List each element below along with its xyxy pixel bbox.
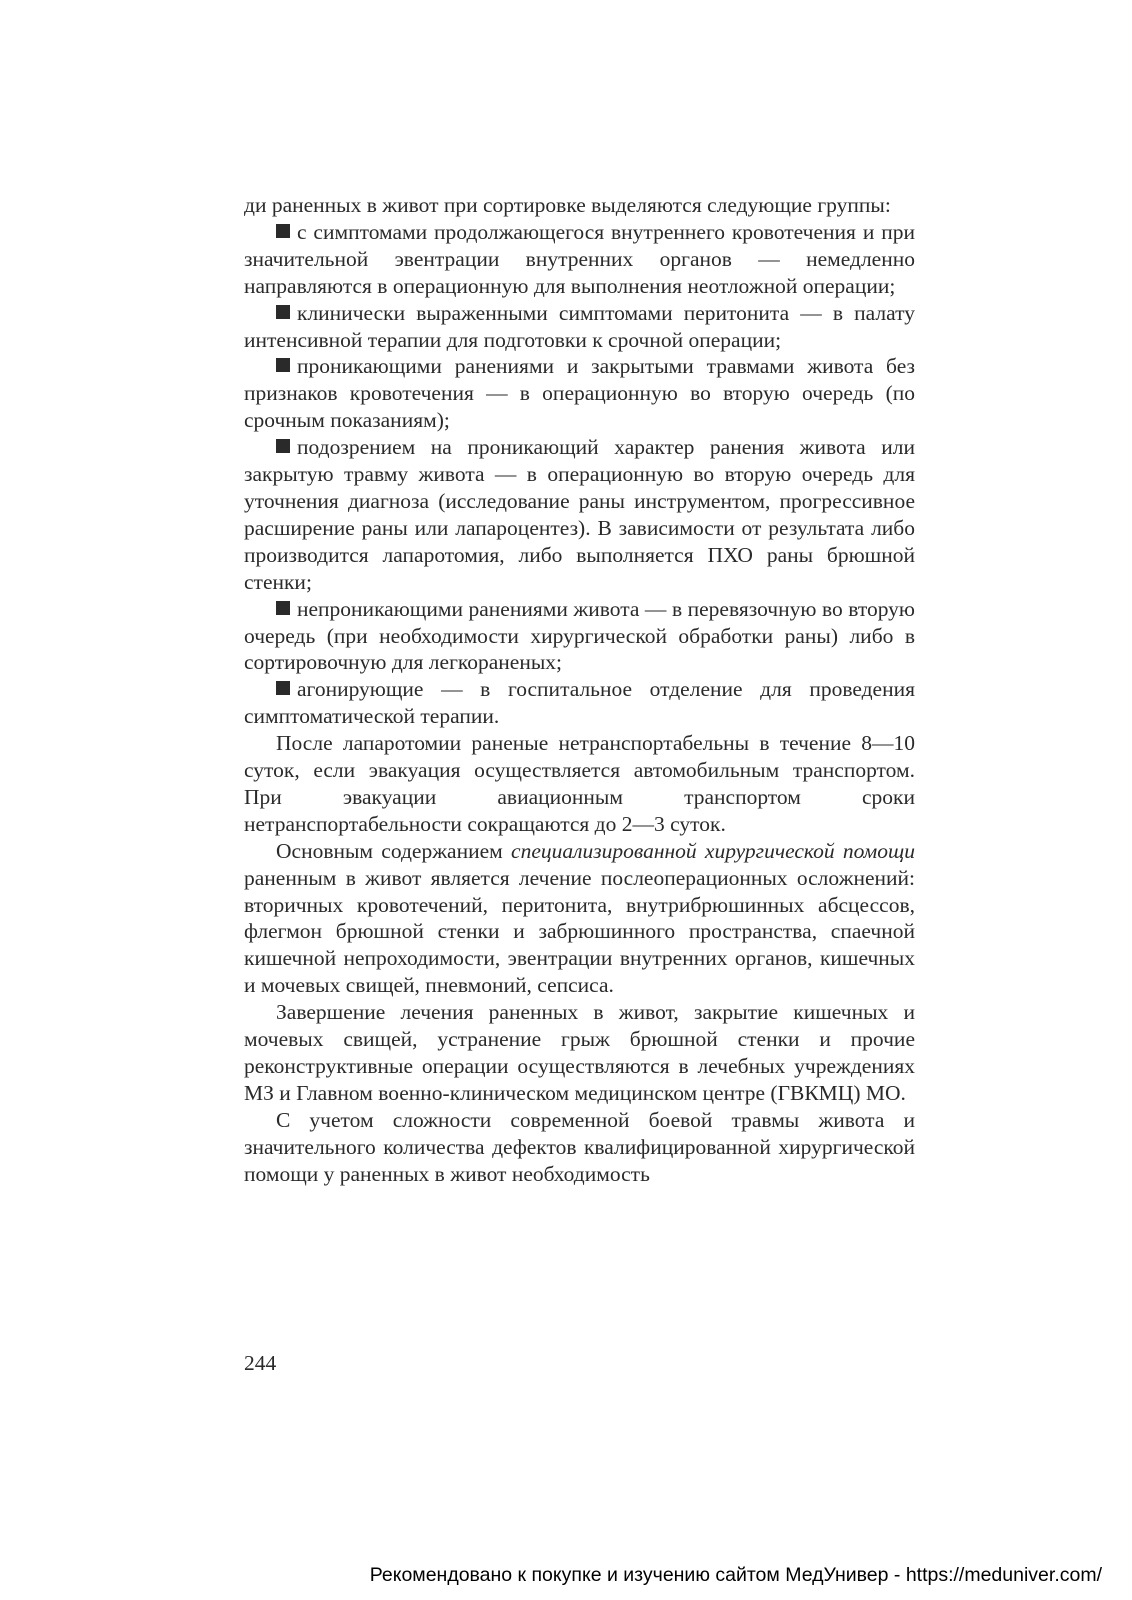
text-segment: проникающими ранениями и закрытыми травмами живота без признаков кровотечения — в операционную во вторую очередь (по срочным показаниям);	[244, 354, 915, 433]
bullet-item	[244, 219, 915, 300]
paragraph	[244, 192, 915, 219]
square-bullet-icon	[276, 305, 290, 319]
text-segment: После лапаротомии раненые нетранспортабельны в течение 8—10 суток, если эвакуация осуществляется автомобильным транспортом. При эвакуации авиационным транспортом сроки нетранспортабельности сокращаются до 2—3 суток.	[244, 731, 915, 836]
page-number: 244	[244, 1351, 277, 1375]
paragraph	[244, 999, 915, 1107]
text-segment: клинически выраженными симптомами перитонита — в палату интенсивной терапии для подготовки к срочной операции;	[244, 300, 915, 352]
text-segment: Завершение лечения раненных в живот, закрытие кишечных и мочевых свищей, устранение грыж брюшной стенки и прочие реконструктивные операции осуществляются в лечебных учреждениях МЗ и Главном военно-клиническом медицинском центре (ГВКМЦ) МО.	[244, 1000, 915, 1105]
text-segment: С учетом сложности современной боевой травмы живота и значительного количества дефектов квалифицированной хирургической помощи у раненных в живот необходимость	[244, 1107, 915, 1186]
bullet-item	[244, 676, 915, 730]
square-bullet-icon	[276, 681, 290, 695]
bullet-item	[244, 434, 915, 595]
text-segment: раненным в живот является лечение послеоперационных осложнений: вторичных кровотечений, перитонита, внутрибрюшинных абсцессов, флегмон брюшной стенки и забрюшинного пространства, спаечной кишечной непроходимости, эвентрации внутренних органов, кишечных и мочевых свищей, пневмоний, сепсиса.	[244, 865, 915, 998]
paragraph	[244, 1107, 915, 1188]
bullet-item	[244, 353, 915, 434]
bullet-item	[244, 596, 915, 677]
text-segment: с симптомами продолжающегося внутреннего кровотечения и при значительной эвентрации внутренних органов — немедленно направляются в операционную для выполнения неотложной операции;	[244, 219, 915, 298]
italic-term: специализированной хирургической помощи	[511, 838, 916, 863]
text-segment: Основным содержанием	[276, 838, 512, 863]
paragraph	[244, 838, 915, 999]
text-segment: ди раненных в живот при сортировке выделяются следующие группы:	[244, 193, 891, 217]
text-segment: непроникающими ранениями живота — в перевязочную во вторую очередь (при необходимости хирургической обработки раны) либо в сортировочную для легкораненых;	[244, 596, 915, 675]
bullet-item	[244, 300, 915, 354]
text-segment: агонирующие — в госпитальное отделение для проведения симптоматической терапии.	[244, 677, 915, 729]
square-bullet-icon	[276, 224, 290, 238]
paragraph	[244, 730, 915, 838]
square-bullet-icon	[276, 358, 290, 372]
square-bullet-icon	[276, 439, 290, 453]
page-text	[244, 192, 915, 1188]
text-segment: подозрением на проникающий характер ранения живота или закрытую травму живота — в операционную во вторую очередь для уточнения диагноза (исследование раны инструментом, прогрессивное расширение раны или лапароцентез). В зависимости от результата либо производится лапаротомия, либо выполняется ПХО раны брюшной стенки;	[244, 435, 915, 594]
square-bullet-icon	[276, 601, 290, 615]
footer-text: Рекомендовано к покупке и изучению сайтом МедУнивер - https://meduniver.com/	[369, 1564, 1102, 1586]
